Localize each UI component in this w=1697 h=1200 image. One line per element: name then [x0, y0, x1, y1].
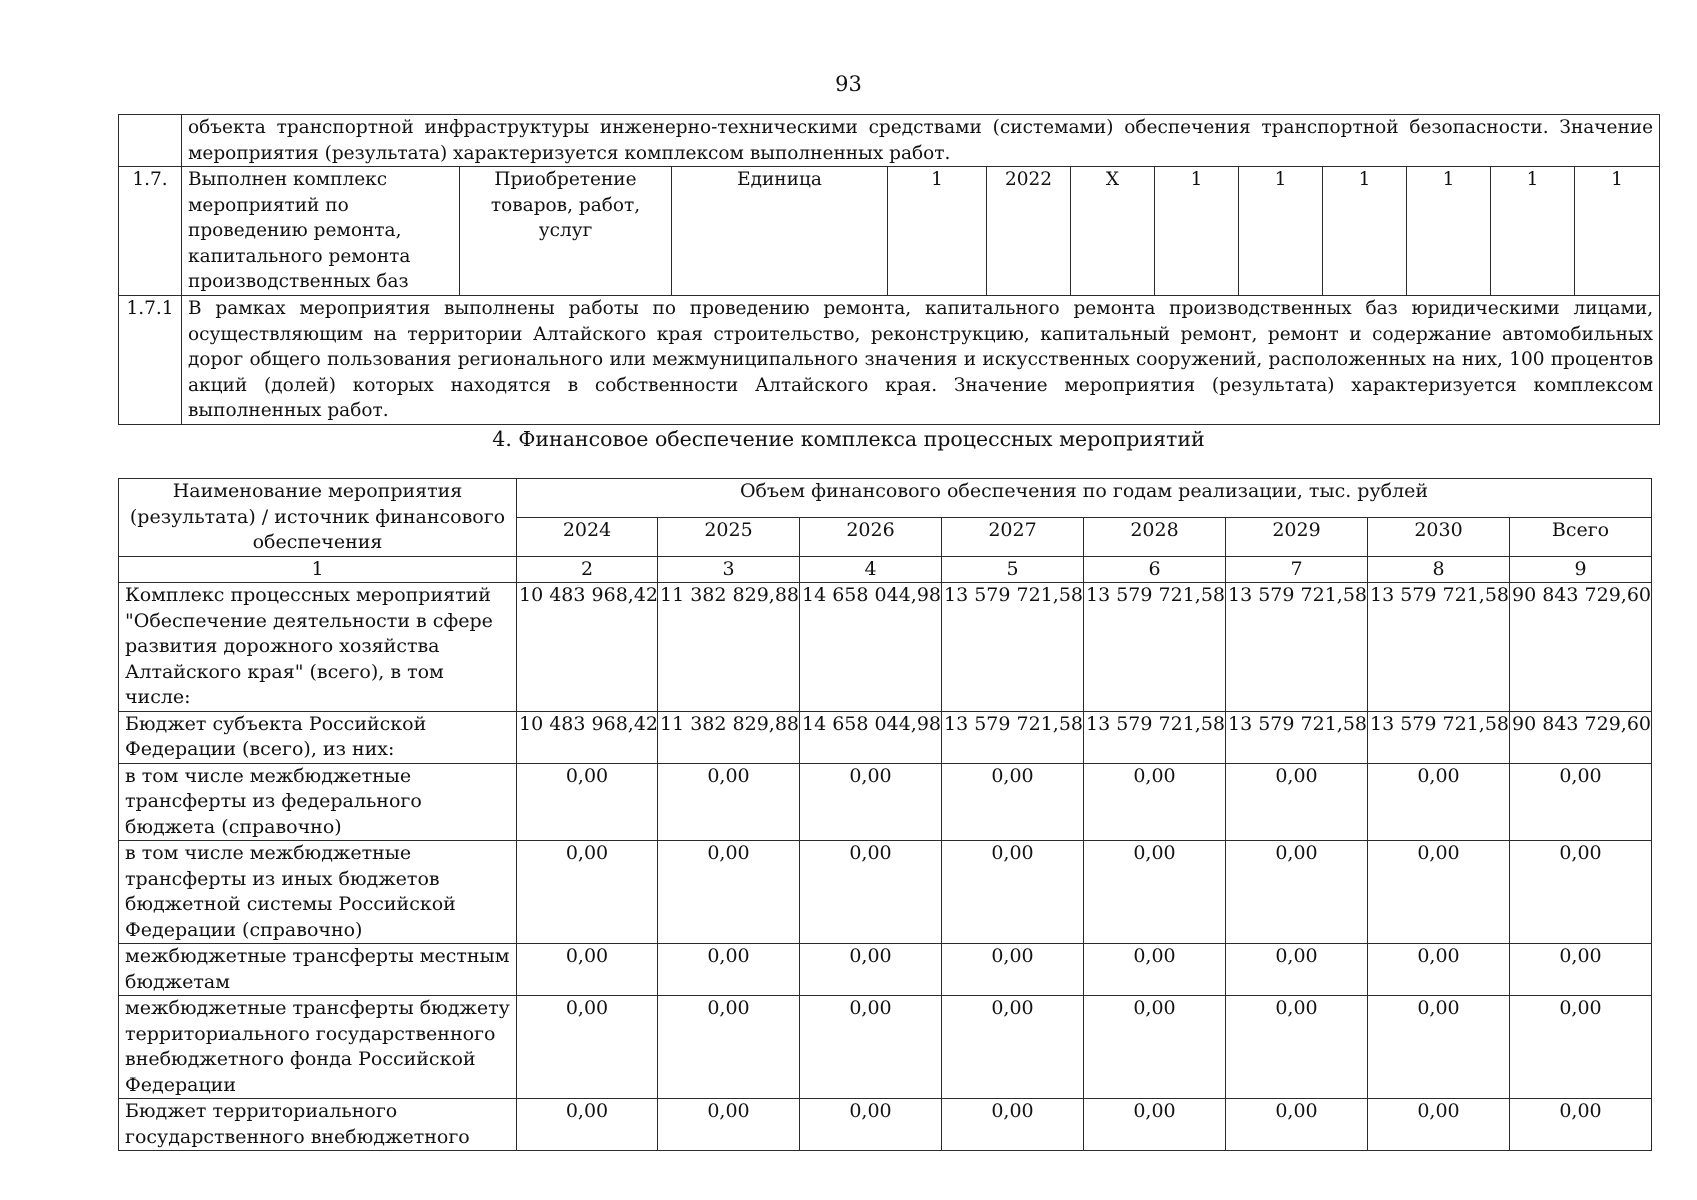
value-cell: 13 579 721,58: [1368, 711, 1510, 763]
value-cell: 14 658 044,98: [800, 711, 942, 763]
table-row: [119, 1099, 1652, 1151]
year-value-cell: 1: [1239, 167, 1323, 296]
financing-table: [118, 478, 1652, 1151]
value-cell: 0,00: [1510, 763, 1652, 841]
row-name: в том числе межбюджетные трансферты из иных бюджетов бюджетной системы Российской Федерации (справочно): [119, 841, 517, 944]
table-row: [119, 167, 1660, 296]
value-cell: 13 579 721,58: [1368, 583, 1510, 712]
base-year-cell: 2022: [987, 167, 1071, 296]
value-cell: 0,00: [942, 763, 1084, 841]
column-number: 9: [1510, 556, 1652, 583]
value-cell: 0,00: [517, 1099, 658, 1151]
value-cell: 0,00: [1084, 1099, 1226, 1151]
value-cell: 13 579 721,58: [1084, 583, 1226, 712]
year-header: 2027: [942, 517, 1084, 556]
column-number: 4: [800, 556, 942, 583]
year-header: 2029: [1226, 517, 1368, 556]
table-row: [119, 115, 1660, 167]
row-number-cell: [119, 115, 182, 167]
value-cell: 0,00: [517, 996, 658, 1099]
year-value-cell: 1: [1155, 167, 1239, 296]
value-cell: 0,00: [1084, 996, 1226, 1099]
value-cell: 10 483 968,42: [517, 711, 658, 763]
year-header: 2028: [1084, 517, 1226, 556]
value-cell: 14 658 044,98: [800, 583, 942, 712]
x-cell: X: [1071, 167, 1155, 296]
value-cell: 0,00: [517, 841, 658, 944]
value-cell: 0,00: [800, 763, 942, 841]
description-text: В рамках мероприятия выполнены работы по проведению ремонта, капитального ремонта производственных баз юридическими лицами, осуществляющим на территории Алтайского края строительство, реконструкцию, капитальный ремонт, ремонт и содержание автомобильных дорог общего пользования регионального или межмуниципального значения и искусственных сооружений, расположенных на них, 100 процентов акций (долей) которых находятся в собственности Алтайского края. Значение мероприятия (результата) характеризуется комплексом выполненных работ.: [182, 296, 1660, 425]
value-cell: 0,00: [1510, 996, 1652, 1099]
value-cell: 0,00: [1368, 996, 1510, 1099]
header-row: [119, 479, 1652, 518]
value-cell: 13 579 721,58: [942, 711, 1084, 763]
header-volume-cell: Объем финансового обеспечения по годам реализации, тыс. рублей: [517, 479, 1652, 518]
value-cell: 0,00: [1226, 996, 1368, 1099]
table-row: [119, 944, 1652, 996]
value-cell: 0,00: [658, 1099, 800, 1151]
column-number: 1: [119, 556, 517, 583]
value-cell: 0,00: [517, 944, 658, 996]
section-title: 4. Финансовое обеспечение комплекса процессных мероприятий: [492, 427, 1205, 451]
value-cell: 0,00: [1368, 944, 1510, 996]
table-row: [119, 583, 1652, 712]
value-cell: 0,00: [800, 944, 942, 996]
row-name: Комплекс процессных мероприятий "Обеспечение деятельности в сфере развития дорожного хозяйства Алтайского края" (всего), в том числе:: [119, 583, 517, 712]
value-cell: 0,00: [658, 944, 800, 996]
column-number: 7: [1226, 556, 1368, 583]
row-name: Бюджет территориального государственного внебюджетного: [119, 1099, 517, 1151]
value-cell: 0,00: [1368, 763, 1510, 841]
year-header: 2024: [517, 517, 658, 556]
year-value-cell: 1: [1407, 167, 1491, 296]
value-cell: 13 579 721,58: [1226, 711, 1368, 763]
column-number-row: [119, 556, 1652, 583]
value-cell: 0,00: [942, 1099, 1084, 1151]
value-cell: 0,00: [800, 996, 942, 1099]
table-row: [119, 841, 1652, 944]
year-value-cell: 1: [1575, 167, 1660, 296]
column-number: 3: [658, 556, 800, 583]
year-value-cell: 1: [1491, 167, 1575, 296]
value-cell: 0,00: [1084, 944, 1226, 996]
unit-cell: Единица: [672, 167, 888, 296]
row-name: Бюджет субъекта Российской Федерации (всего), из них:: [119, 711, 517, 763]
value-cell: 0,00: [1368, 841, 1510, 944]
value-cell: 0,00: [1368, 1099, 1510, 1151]
value-cell: 10 483 968,42: [517, 583, 658, 712]
row-name: межбюджетные трансферты местным бюджетам: [119, 944, 517, 996]
header-name-cell: Наименование мероприятия (результата) / источник финансового обеспечения: [119, 479, 517, 557]
column-number: 2: [517, 556, 658, 583]
value-cell: 0,00: [1510, 1099, 1652, 1151]
value-cell: 90 843 729,60: [1510, 711, 1652, 763]
value-cell: 0,00: [658, 996, 800, 1099]
year-header: 2030: [1368, 517, 1510, 556]
value-cell: 0,00: [1226, 944, 1368, 996]
value-cell: 90 843 729,60: [1510, 583, 1652, 712]
year-header: Всего: [1510, 517, 1652, 556]
row-name: в том числе межбюджетные трансферты из федерального бюджета (справочно): [119, 763, 517, 841]
page-number: 93: [835, 72, 862, 96]
table-row: [119, 296, 1660, 425]
value-cell: 0,00: [942, 841, 1084, 944]
value-cell: 0,00: [1510, 944, 1652, 996]
result-type-cell: Приобретение товаров, работ, услуг: [460, 167, 672, 296]
year-value-cell: 1: [1323, 167, 1407, 296]
column-number: 6: [1084, 556, 1226, 583]
value-cell: 0,00: [658, 841, 800, 944]
value-cell: 0,00: [1226, 763, 1368, 841]
year-header: 2026: [800, 517, 942, 556]
value-cell: 0,00: [1084, 763, 1226, 841]
value-cell: 13 579 721,58: [942, 583, 1084, 712]
value-cell: 0,00: [517, 763, 658, 841]
table-row: [119, 996, 1652, 1099]
year-header: 2025: [658, 517, 800, 556]
result-name-cell: Выполнен комплекс мероприятий по проведению ремонта, капитального ремонта производственных баз: [182, 167, 460, 296]
value-cell: 0,00: [658, 763, 800, 841]
value-cell: 0,00: [800, 1099, 942, 1151]
row-number-cell: 1.7.1: [119, 296, 182, 425]
base-value-cell: 1: [888, 167, 987, 296]
value-cell: 0,00: [942, 944, 1084, 996]
value-cell: 0,00: [800, 841, 942, 944]
table-row: [119, 711, 1652, 763]
value-cell: 0,00: [1226, 841, 1368, 944]
value-cell: 11 382 829,88: [658, 711, 800, 763]
value-cell: 13 579 721,58: [1084, 711, 1226, 763]
row-number-cell: 1.7.: [119, 167, 182, 296]
value-cell: 0,00: [1226, 1099, 1368, 1151]
value-cell: 0,00: [1510, 841, 1652, 944]
column-number: 8: [1368, 556, 1510, 583]
value-cell: 0,00: [942, 996, 1084, 1099]
row-name: межбюджетные трансферты бюджету территориального государственного внебюджетного фонда Российской Федерации: [119, 996, 517, 1099]
value-cell: 11 382 829,88: [658, 583, 800, 712]
results-table: [118, 114, 1660, 425]
column-number: 5: [942, 556, 1084, 583]
value-cell: 0,00: [1084, 841, 1226, 944]
continuation-text: объекта транспортной инфраструктуры инженерно-техническими средствами (системами) обеспечения транспортной безопасности. Значение мероприятия (результата) характеризуется комплексом выполненных работ.: [182, 115, 1660, 167]
table-row: [119, 763, 1652, 841]
value-cell: 13 579 721,58: [1226, 583, 1368, 712]
